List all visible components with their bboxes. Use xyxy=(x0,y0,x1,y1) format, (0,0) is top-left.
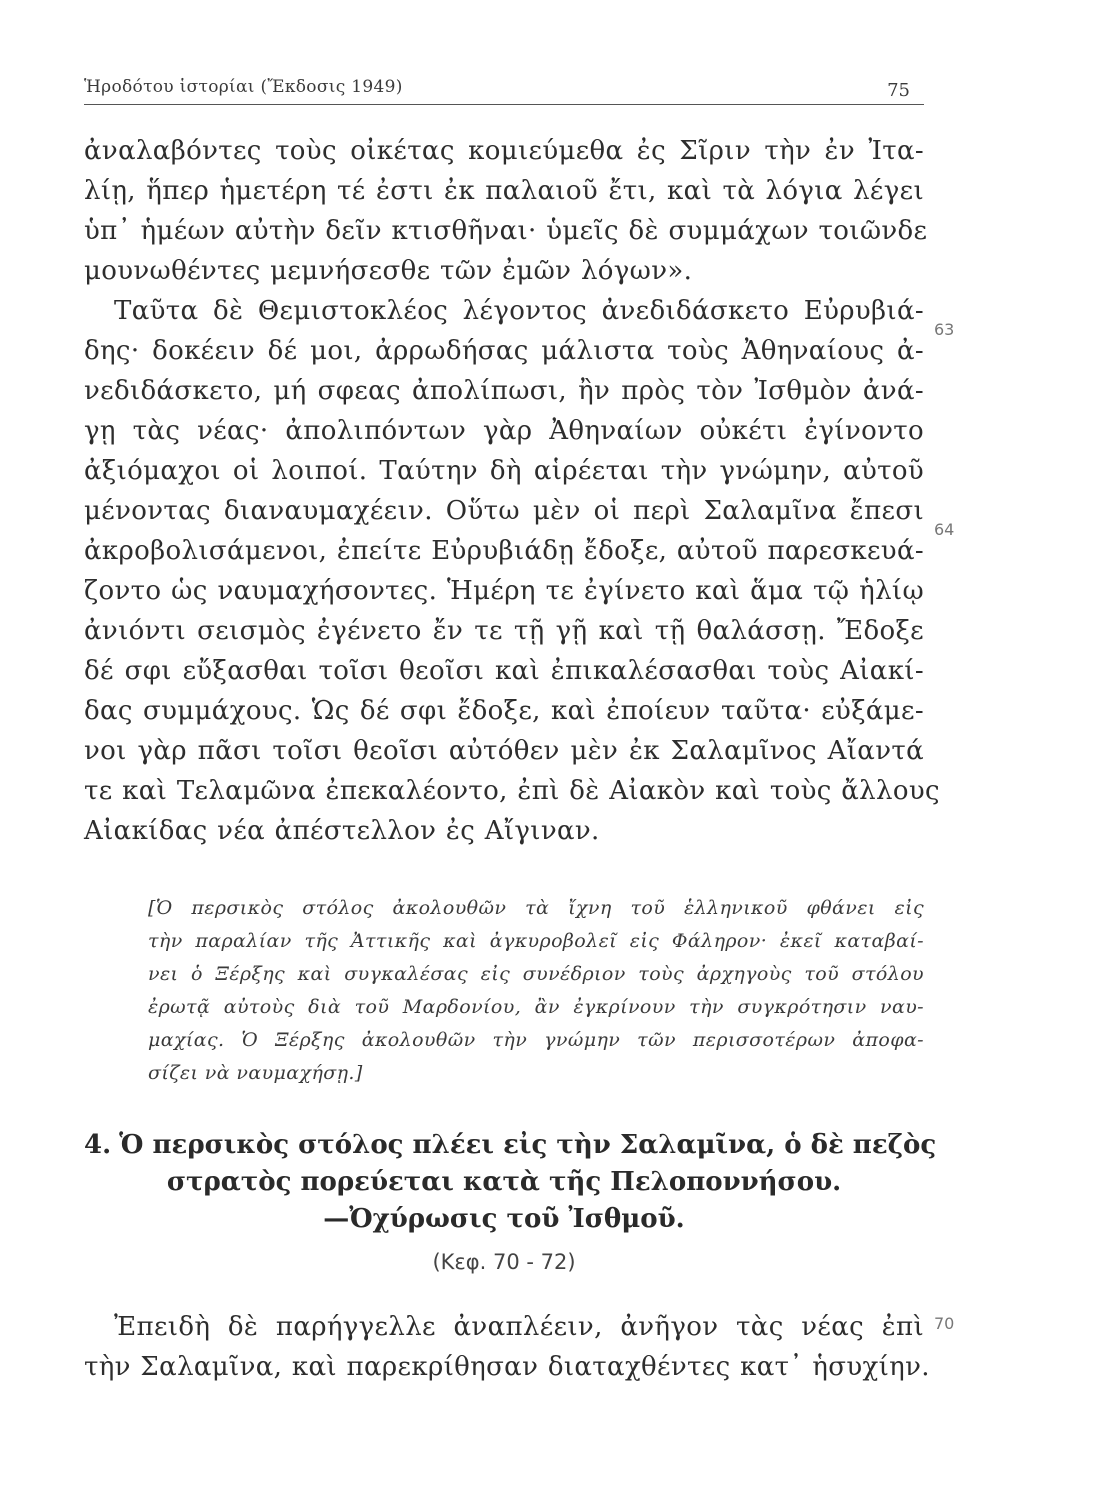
text-line: Αἰακίδας νέα ἀπέστελλον ἐς Αἴγιναν. xyxy=(84,816,600,846)
note-line: νει ὁ Ξέρξης καὶ συγκαλέσας εἰς συνέδριον τοὺς ἀρχηγοὺς τοῦ στόλου xyxy=(148,963,924,985)
note-line: σίζει νὰ ναυμαχήσῃ.] xyxy=(148,1062,363,1084)
text-line: δέ σφι εὔξασθαι τοῖσι θεοῖσι καὶ ἐπικαλέσασθαι τοὺς Αἰακί- xyxy=(84,656,924,686)
text-line: ἀνιόντι σεισμὸς ἐγένετο ἔν τε τῇ γῇ καὶ τῇ θαλάσσῃ. Ἔδοξε xyxy=(84,616,924,646)
note-line: τὴν παραλίαν τῆς Ἀττικῆς καὶ ἀγκυροβολεῖ εἰς Φάληρον· ἐκεῖ καταβαί- xyxy=(148,930,924,952)
text-line: δας συμμάχους. Ὡς δέ σφι ἔδοξε, καὶ ἐποίευν ταῦτα· εὐξάμε- xyxy=(84,696,924,726)
text-line: δης· δοκέειν δέ μοι, ἀρρωδήσας μάλιστα τοὺς Ἀθηναίους ἀ- xyxy=(84,336,924,366)
text-line: γῃ τὰς νέας· ἀπολιπόντων γὰρ Ἀθηναίων οὐκέτι ἐγίνοντο xyxy=(84,416,924,446)
section-heading-line-1: 4. Ὁ περσικὸς στόλος πλέει εἰς τὴν Σαλαμῖνα, ὁ δὲ πεζὸς xyxy=(84,1130,937,1160)
running-header xyxy=(84,74,924,105)
note-line: [Ὁ περσικὸς στόλος ἀκολουθῶν τὰ ἴχνη τοῦ ἑλληνικοῦ φθάνει εἰς xyxy=(148,897,924,919)
text-line: λίῃ, ἥπερ ἡμετέρη τέ ἐστι ἐκ παλαιοῦ ἔτι, καὶ τὰ λόγια λέγει xyxy=(84,176,924,206)
text-line: Ἐπειδὴ δὲ παρήγγελλε ἀναπλέειν, ἀνῆγον τὰς νέας ἐπὶ xyxy=(114,1312,924,1342)
text-line: νεδιδάσκετο, μή σφεας ἀπολίπωσι, ἢν πρὸς τὸν Ἰσθμὸν ἀνά- xyxy=(84,376,924,406)
text-line: τὴν Σαλαμῖνα, καὶ παρεκρίθησαν διαταχθέντες κατ᾽ ἡσυχίην. xyxy=(84,1352,930,1382)
section-heading-line-3: —Ὀχύρωσις τοῦ Ἰσθμοῦ. xyxy=(323,1204,685,1234)
margin-number-64: 64 xyxy=(934,520,955,539)
page-number: 75 xyxy=(887,80,910,101)
text-line: τε καὶ Τελαμῶνα ἐπεκαλέοντο, ἐπὶ δὲ Αἰακὸν καὶ τοὺς ἄλλους xyxy=(84,776,940,806)
text-line: μουνωθέντες μεμνήσεσθε τῶν ἐμῶν λόγων». xyxy=(84,256,693,286)
section-heading-line-2: στρατὸς πορεύεται κατὰ τῆς Πελοποννήσου. xyxy=(166,1167,842,1197)
running-title: Ἡροδότου ἱστορίαι (Ἔκδοσις 1949) xyxy=(84,77,403,97)
chapter-reference: (Κεφ. 70 - 72) xyxy=(432,1250,576,1274)
margin-number-63: 63 xyxy=(934,320,955,339)
margin-number-70: 70 xyxy=(934,1314,955,1333)
note-line: μαχίας. Ὁ Ξέρξης ἀκολουθῶν τὴν γνώμην τῶν περισσοτέρων ἀποφα- xyxy=(148,1029,924,1051)
text-line: νοι γὰρ πᾶσι τοῖσι θεοῖσι αὐτόθεν μὲν ἐκ Σαλαμῖνος Αἴαντά xyxy=(84,736,924,766)
section-number: 4. xyxy=(84,1130,112,1160)
text-line: Ταῦτα δὲ Θεμιστοκλέος λέγοντος ἀνεδιδάσκετο Εὐρυβιά- xyxy=(114,296,924,326)
text-line: ὑπ᾽ ἡμέων αὐτὴν δεῖν κτισθῆναι· ὑμεῖς δὲ συμμάχων τοιῶνδε xyxy=(84,216,928,246)
text-line: ἀκροβολισάμενοι, ἐπείτε Εὐρυβιάδῃ ἔδοξε, αὐτοῦ παρεσκευά- xyxy=(84,536,924,566)
text-line: ἀξιόμαχοι οἱ λοιποί. Ταύτην δὴ αἱρέεται τὴν γνώμην, αὐτοῦ xyxy=(84,456,924,486)
text-line: μένοντας διαναυμαχέειν. Οὕτω μὲν οἱ περὶ Σαλαμῖνα ἔπεσι xyxy=(84,496,924,526)
text-line: ἀναλαβόντες τοὺς οἰκέτας κομιεύμεθα ἐς Σῖριν τὴν ἐν Ἰτα- xyxy=(84,136,924,166)
note-line: ἐρωτᾷ αὐτοὺς διὰ τοῦ Μαρδονίου, ἂν ἐγκρίνουν τὴν συγκρότησιν ναυ- xyxy=(148,996,924,1018)
text-line: ζοντο ὡς ναυμαχήσοντες. Ἡμέρη τε ἐγίνετο καὶ ἅμα τῷ ἡλίῳ xyxy=(84,576,924,606)
